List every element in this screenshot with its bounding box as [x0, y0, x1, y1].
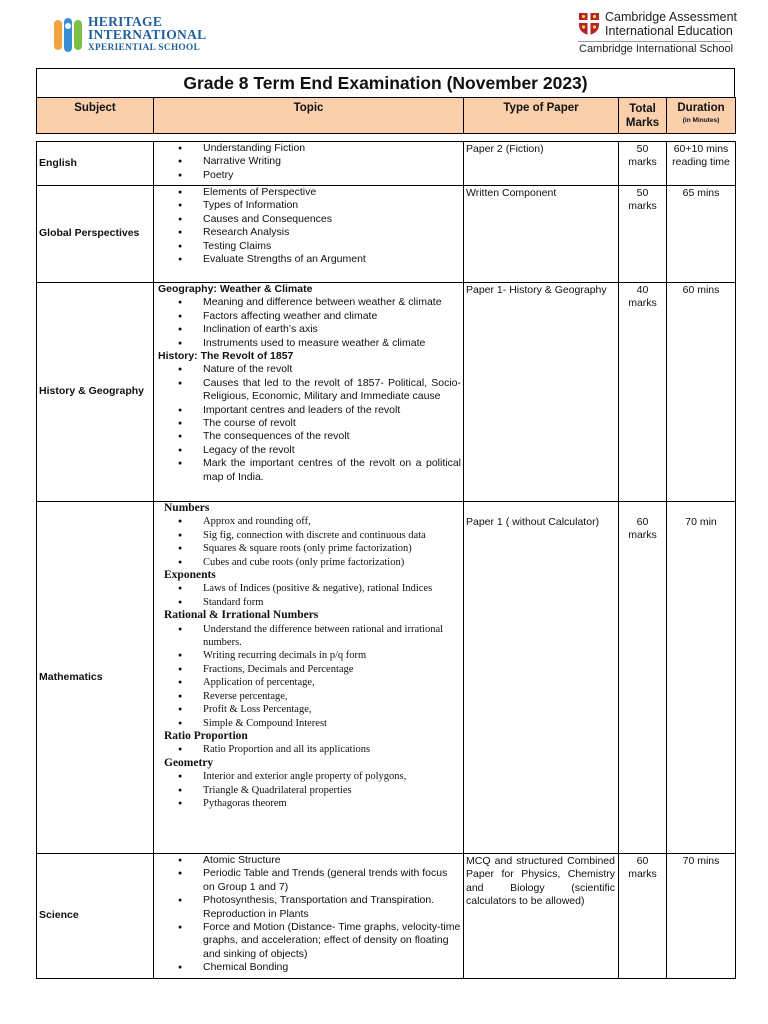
list-item: ● Types of Information — [156, 199, 461, 212]
duration-value: 70 mins — [682, 855, 720, 867]
duration — [667, 186, 736, 283]
list-item: ● Atomic Structure — [156, 854, 461, 867]
total-marks — [619, 186, 667, 283]
marks-value: 50 — [636, 143, 649, 155]
col-duration-note: (in Minutes) — [682, 117, 720, 124]
topic-cell — [154, 142, 464, 186]
total-marks — [619, 502, 667, 854]
logo-divider — [578, 41, 731, 42]
table-row — [37, 502, 736, 854]
list-item: ● Profit & Loss Percentage, — [156, 703, 461, 716]
paper-type: Paper 2 (Fiction) — [464, 142, 619, 186]
school-logo — [52, 14, 222, 56]
subject-science: Science — [37, 854, 154, 979]
paper-type: MCQ and structured Combined Paper for Physics, Chemistry and Biology (scientific calculators to be allowed) — [464, 854, 619, 979]
topic-cell — [154, 502, 464, 854]
duration-value: 60 mins — [682, 284, 720, 296]
col-duration — [667, 98, 736, 134]
col-duration-label: Duration — [677, 102, 725, 114]
logo-line-1: HERITAGE — [88, 14, 163, 29]
list-item: ● Squares & square roots (only prime factorization) — [156, 542, 461, 555]
total-marks — [619, 283, 667, 502]
section-heading: Rational & Irrational Numbers — [164, 609, 319, 622]
section-heading: Ratio Proportion — [164, 729, 248, 742]
marks-value: 50 — [636, 187, 649, 199]
list-item: ● Pythagoras theorem — [156, 797, 461, 810]
duration — [667, 142, 736, 186]
list-item: ● Mark the important centres of the revolt on a political map of India. — [156, 457, 461, 484]
logo-line-3: XPERIENTIAL SCHOOL — [88, 42, 201, 52]
list-item: ● Force and Motion (Distance- Time graphs, velocity-time graphs, and acceleration; effect of density on floating and sinking of objects) — [156, 921, 461, 961]
list-item: ● Narrative Writing — [156, 155, 461, 168]
heritage-logo-icon — [52, 16, 84, 54]
list-item: ● Research Analysis — [156, 226, 461, 239]
topic-cell — [154, 854, 464, 979]
duration-value: 60+10 mins — [673, 143, 729, 155]
marks-unit: marks — [628, 868, 657, 881]
schedule-table — [36, 141, 736, 979]
exam-schedule — [36, 68, 735, 979]
marks-unit: marks — [628, 156, 657, 169]
paper-type: Paper 1- History & Geography — [464, 283, 619, 502]
list-item: ● Interior and exterior angle property of polygons, — [156, 770, 461, 783]
marks-value: 40 — [636, 284, 649, 296]
list-item: ● Periodic Table and Trends (general trends with focus on Group 1 and 7) — [156, 867, 461, 894]
list-item: ● Factors affecting weather and climate — [156, 310, 461, 323]
duration — [667, 854, 736, 979]
list-item: ● Standard form — [156, 596, 461, 609]
logo-line-2: INTERNATIONAL — [88, 27, 207, 42]
col-marks — [619, 98, 667, 134]
list-item: ● Triangle & Quadrilateral properties — [156, 784, 461, 797]
list-item: ● Photosynthesis, Transportation and Transpiration. Reproduction in Plants — [156, 894, 461, 921]
page-title: Grade 8 Term End Examination (November 2023) — [36, 68, 735, 97]
section-heading: Geography: Weather & Climate — [158, 283, 313, 295]
list-item: ● Chemical Bonding — [156, 961, 461, 974]
list-item: ● Writing recurring decimals in p/q form — [156, 649, 461, 662]
table-header — [36, 97, 736, 134]
section-heading: Exponents — [164, 569, 216, 582]
total-marks — [619, 854, 667, 979]
list-item: ● Laws of Indices (positive & negative), rational Indices — [156, 582, 461, 595]
list-item: ● Cubes and cube roots (only prime factorization) — [156, 556, 461, 569]
list-item: ● The consequences of the revolt — [156, 430, 461, 443]
duration — [667, 283, 736, 502]
paper-type: Written Component — [464, 186, 619, 283]
list-item: ● Understanding Fiction — [156, 142, 461, 155]
section-heading: History: The Revolt of 1857 — [158, 350, 294, 363]
subject-mathematics: Mathematics — [37, 502, 154, 854]
paper-type: Paper 1 ( without Calculator) — [464, 502, 619, 854]
list-item: ● Causes and Consequences — [156, 213, 461, 226]
total-marks — [619, 142, 667, 186]
cambridge-crest-icon — [578, 12, 600, 36]
table-row — [37, 142, 736, 186]
list-item: ● Legacy of the revolt — [156, 444, 461, 457]
marks-unit: marks — [628, 529, 657, 542]
marks-value: 60 — [636, 855, 649, 867]
list-item: ● The course of revolt — [156, 417, 461, 430]
col-topic: Topic — [154, 98, 464, 134]
list-item: ● Nature of the revolt — [156, 363, 461, 376]
cambridge-line-2: International Education — [605, 24, 733, 38]
list-item: ● Instruments used to measure weather & climate — [156, 337, 461, 350]
duration — [667, 502, 736, 854]
cambridge-line-3: Cambridge International School — [579, 43, 734, 55]
list-item: ● Fractions, Decimals and Percentage — [156, 663, 461, 676]
subject-history-geography: History & Geography — [37, 283, 154, 502]
subject-english: English — [37, 142, 154, 186]
cambridge-logo — [578, 10, 738, 58]
col-marks-line2: Marks — [625, 117, 660, 129]
table-row — [37, 283, 736, 502]
list-item: ● Ratio Proportion and all its applications — [156, 743, 461, 756]
topic-cell — [154, 283, 464, 502]
list-item: ● Testing Claims — [156, 240, 461, 253]
list-item: ● Simple & Compound Interest — [156, 717, 461, 730]
list-item: ● Understand the difference between rational and irrational numbers. — [156, 623, 461, 650]
section-heading: Geometry — [164, 756, 214, 769]
subject-global-perspectives: Global Perspectives — [37, 186, 154, 283]
marks-value: 60 — [636, 516, 649, 528]
marks-unit: marks — [628, 297, 657, 310]
list-item: ● Causes that led to the revolt of 1857- Political, Socio-Religious, Economic, Military and Immediate cause — [156, 377, 461, 404]
table-row — [37, 854, 736, 979]
list-item: ● Meaning and difference between weather & climate — [156, 296, 461, 309]
col-subject: Subject — [37, 98, 154, 134]
list-item: ● Important centres and leaders of the revolt — [156, 404, 461, 417]
duration-value: 70 min — [685, 516, 717, 528]
list-item: ● Sig fig, connection with discrete and continuous data — [156, 529, 461, 542]
topic-cell — [154, 186, 464, 283]
section-heading: Numbers — [164, 502, 210, 514]
list-item: ● Reverse percentage, — [156, 690, 461, 703]
list-item: ● Approx and rounding off, — [156, 515, 461, 528]
duration-value: 65 mins — [682, 187, 720, 199]
list-item: ● Inclination of earth’s axis — [156, 323, 461, 336]
list-item: ● Poetry — [156, 169, 461, 182]
marks-unit: marks — [628, 200, 657, 213]
table-row — [37, 186, 736, 283]
col-marks-line1: Total — [629, 103, 656, 115]
duration-note: reading time — [672, 156, 730, 169]
cambridge-line-1: Cambridge Assessment — [605, 10, 738, 24]
list-item: ● Evaluate Strengths of an Argument — [156, 253, 461, 266]
list-item: ● Elements of Perspective — [156, 186, 461, 199]
list-item: ● Application of percentage, — [156, 676, 461, 689]
col-type: Type of Paper — [464, 98, 619, 134]
